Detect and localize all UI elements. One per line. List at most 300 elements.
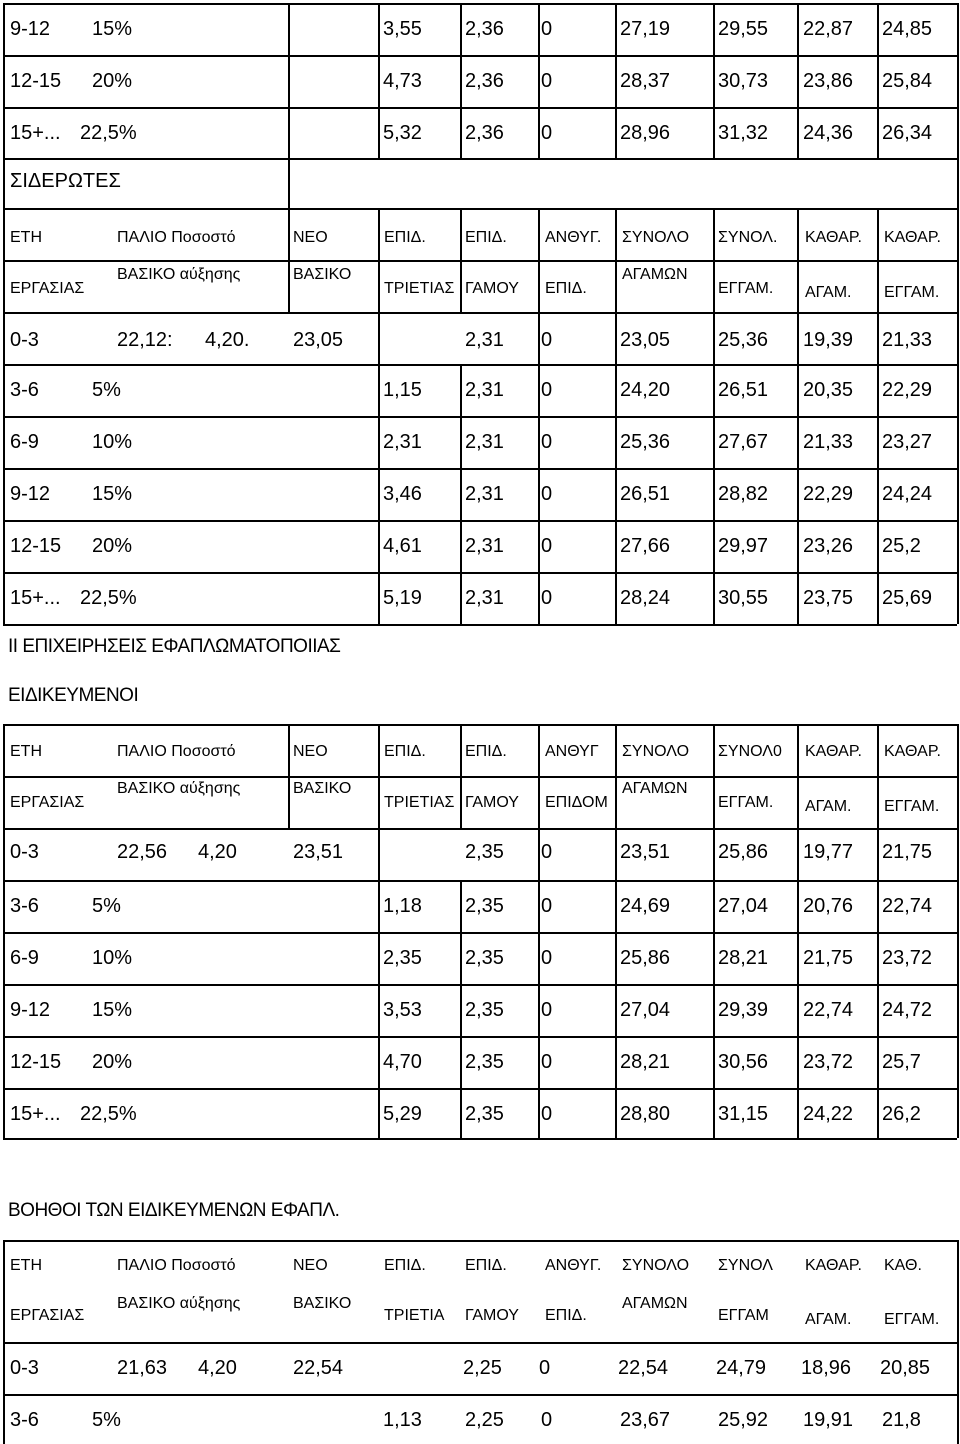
row-border (3, 468, 957, 470)
column-border (713, 724, 715, 828)
column-header: ΑΝΘΥΓ (545, 743, 599, 760)
increase-percent-cell: 5% (92, 379, 121, 401)
column-border (957, 158, 959, 624)
value-cell: 28,21 (620, 1051, 671, 1073)
column-header: ΠΑΛΙΟ Ποσοστό (117, 229, 236, 246)
column-border (378, 828, 380, 880)
value-cell: 0 (541, 841, 553, 863)
value-cell: 22,29 (882, 379, 933, 401)
row-border (3, 364, 957, 366)
column-border (877, 3, 879, 158)
value-cell: 2,31 (465, 587, 504, 609)
value-cell: 2,36 (465, 70, 504, 92)
column-border (538, 312, 540, 364)
column-border (957, 724, 959, 1138)
row-border (3, 932, 957, 934)
column-header: ΕΠΙΔ. (384, 229, 426, 246)
value-cell: 4,70 (383, 1051, 422, 1073)
increase-percent-cell: 20% (92, 1051, 133, 1073)
row-border (3, 260, 957, 262)
value-cell: 2,36 (465, 18, 504, 40)
column-border (378, 880, 380, 1138)
column-border (713, 3, 715, 158)
increase-percent-cell: 5% (92, 1409, 121, 1431)
value-cell: 0 (541, 1103, 553, 1125)
value-cell: 0 (541, 535, 553, 557)
value-cell: 27,66 (620, 535, 671, 557)
column-header: ΠΑΛΙΟ Ποσοστό (117, 1257, 236, 1274)
value-cell: 2,31 (465, 329, 504, 351)
value-cell: 28,37 (620, 70, 671, 92)
column-header: ΚΑΘ. (884, 1257, 922, 1274)
column-border (460, 3, 462, 158)
value-cell: 21,33 (803, 431, 854, 453)
column-border (538, 364, 540, 624)
value-cell: 24,85 (882, 18, 933, 40)
value-cell: 24,69 (620, 895, 671, 917)
years-cell: 3-6 (10, 1409, 39, 1431)
section-subtitle: ΕΙΔΙΚΕΥΜΕΝΟΙ (8, 685, 139, 706)
value-cell: 2,35 (465, 1103, 504, 1125)
value-cell: 25,36 (718, 329, 769, 351)
section-title: ΣΙΔΕΡΩΤΕΣ (10, 170, 121, 192)
value-cell: 2,25 (463, 1357, 502, 1379)
value-cell: 2,25 (465, 1409, 504, 1431)
column-header: ΓΑΜΟΥ (465, 280, 519, 297)
column-border (797, 312, 799, 364)
column-header: ΒΑΣΙΚΟ αύξησης (117, 266, 241, 283)
years-cell: 9-12 (10, 18, 51, 40)
value-cell: 5,32 (383, 122, 422, 144)
value-cell: 30,73 (718, 70, 769, 92)
value-cell: 21,33 (882, 329, 933, 351)
column-header: ΒΑΣΙΚΟ αύξησης (117, 1295, 241, 1312)
row-border (3, 1088, 957, 1090)
value-cell: 0 (541, 895, 553, 917)
years-cell: 0-3 (10, 1357, 39, 1379)
value-cell: 2,35 (465, 999, 504, 1021)
column-header: ΣΥΝΟΛΟ (622, 1257, 690, 1274)
column-border (460, 880, 462, 1138)
value-cell: 28,80 (620, 1103, 671, 1125)
row-border (3, 312, 957, 314)
increase-percent-cell: 15% (92, 999, 133, 1021)
years-cell: 9-12 (10, 483, 51, 505)
value-cell: 1,13 (383, 1409, 422, 1431)
value-cell: 22,54 (618, 1357, 669, 1379)
column-header: ΚΑΘΑΡ. (884, 229, 941, 246)
column-header: ΕΠΙΔ. (465, 743, 507, 760)
row-border (3, 880, 957, 882)
value-cell: 2,31 (383, 431, 422, 453)
column-border (713, 880, 715, 1138)
value-cell: 25,84 (882, 70, 933, 92)
value-cell: 25,7 (882, 1051, 921, 1073)
increase-cell: 4,20 (198, 841, 237, 863)
column-header: ΕΡΓΑΣΙΑΣ (10, 280, 85, 297)
column-header: ΕΓΓΑΜ. (884, 284, 940, 301)
column-border (797, 880, 799, 1138)
value-cell: 0 (541, 18, 553, 40)
value-cell: 2,31 (465, 535, 504, 557)
value-cell: 26,2 (882, 1103, 921, 1125)
increase-percent-cell: 22,5% (80, 122, 137, 144)
column-border (378, 3, 380, 158)
value-cell: 25,69 (882, 587, 933, 609)
column-header: ΑΓΑΜΩΝ (622, 266, 688, 283)
row-border (3, 828, 957, 830)
column-header: ΚΑΘΑΡ. (884, 743, 941, 760)
column-header: ΑΝΘΥΓ. (545, 1257, 602, 1274)
value-cell: 0 (541, 379, 553, 401)
increase-percent-cell: 20% (92, 535, 133, 557)
row-border (3, 1138, 957, 1140)
old-base-cell: 21,63 (117, 1357, 168, 1379)
row-border (3, 776, 957, 778)
new-base-cell: 22,54 (293, 1357, 344, 1379)
value-cell: 24,79 (716, 1357, 767, 1379)
column-border (288, 724, 290, 828)
column-border (538, 208, 540, 312)
column-header: ΕΡΓΑΣΙΑΣ (10, 794, 85, 811)
column-header: ΕΠΙΔ. (465, 1257, 507, 1274)
column-header: ΕΠΙΔ. (384, 1257, 426, 1274)
value-cell: 28,21 (718, 947, 769, 969)
column-header: ΕΓΓΑΜ (718, 1307, 769, 1324)
value-cell: 0 (541, 431, 553, 453)
column-header: ΠΑΛΙΟ Ποσοστό (117, 743, 236, 760)
value-cell: 26,51 (718, 379, 769, 401)
column-border (3, 1240, 5, 1444)
column-header: ΕΠΙΔ. (465, 229, 507, 246)
column-header: ΕΠΙΔ. (384, 743, 426, 760)
increase-percent-cell: 5% (92, 895, 121, 917)
increase-percent-cell: 10% (92, 947, 133, 969)
column-border (538, 880, 540, 1138)
value-cell: 27,04 (718, 895, 769, 917)
value-cell: 5,19 (383, 587, 422, 609)
column-border (3, 724, 5, 1138)
column-border (538, 724, 540, 828)
value-cell: 31,32 (718, 122, 769, 144)
column-border (460, 208, 462, 312)
row-border (3, 107, 957, 109)
value-cell: 23,86 (803, 70, 854, 92)
value-cell: 22,74 (803, 999, 854, 1021)
column-border (877, 880, 879, 1138)
column-header: ΚΑΘΑΡ. (805, 229, 862, 246)
column-border (877, 208, 879, 312)
column-header: ΑΝΘΥΓ. (545, 229, 602, 246)
years-cell: 9-12 (10, 999, 51, 1021)
years-cell: 12-15 (10, 1051, 62, 1073)
column-header: ΕΠΙΔ. (545, 1307, 587, 1324)
increase-percent-cell: 15% (92, 483, 133, 505)
column-header: ΑΓΑΜΩΝ (622, 1295, 688, 1312)
value-cell: 23,75 (803, 587, 854, 609)
column-header: ΕΠΙΔΟΜ (545, 794, 608, 811)
value-cell: 29,39 (718, 999, 769, 1021)
row-border (3, 55, 957, 57)
column-border (460, 724, 462, 828)
column-header: ΕΤΗ (10, 743, 42, 760)
column-header: ΤΡΙΕΤΙΑΣ (384, 794, 455, 811)
value-cell: 4,61 (383, 535, 422, 557)
column-border (378, 208, 380, 312)
column-border (877, 312, 879, 364)
column-header: ΒΑΣΙΚΟ (293, 1295, 352, 1312)
value-cell: 26,51 (620, 483, 671, 505)
value-cell: 26,34 (882, 122, 933, 144)
column-header: ΝΕΟ (293, 229, 328, 246)
value-cell: 3,53 (383, 999, 422, 1021)
value-cell: 29,97 (718, 535, 769, 557)
value-cell: 24,72 (882, 999, 933, 1021)
column-border (797, 3, 799, 158)
value-cell: 2,31 (465, 483, 504, 505)
column-header: ΕΓΓΑΜ. (718, 794, 774, 811)
value-cell: 25,36 (620, 431, 671, 453)
increase-cell: 4,20 (198, 1357, 237, 1379)
years-cell: 0-3 (10, 329, 39, 351)
value-cell: 2,35 (465, 841, 504, 863)
row-border (3, 3, 957, 5)
value-cell: 3,55 (383, 18, 422, 40)
value-cell: 27,19 (620, 18, 671, 40)
column-header: ΤΡΙΕΤΙΑΣ (384, 280, 455, 297)
value-cell: 22,74 (882, 895, 933, 917)
column-border (460, 364, 462, 624)
value-cell: 2,35 (465, 947, 504, 969)
value-cell: 20,76 (803, 895, 854, 917)
value-cell: 2,31 (465, 431, 504, 453)
row-border (3, 1036, 957, 1038)
value-cell: 30,55 (718, 587, 769, 609)
column-header: ΚΑΘΑΡ. (805, 1257, 862, 1274)
value-cell: 2,31 (465, 379, 504, 401)
column-border (538, 828, 540, 880)
value-cell: 22,87 (803, 18, 854, 40)
increase-percent-cell: 15% (92, 18, 133, 40)
row-border (3, 572, 957, 574)
value-cell: 0 (541, 483, 553, 505)
increase-percent-cell: 22,5% (80, 1103, 137, 1125)
column-header: ΑΓΑΜ. (805, 284, 852, 301)
column-header: ΕΓΓΑΜ. (718, 280, 774, 297)
years-cell: 15+... (10, 587, 61, 609)
column-header: ΒΑΣΙΚΟ (293, 780, 352, 797)
value-cell: 19,77 (803, 841, 854, 863)
value-cell: 0 (541, 947, 553, 969)
value-cell: 0 (541, 587, 553, 609)
column-border (615, 880, 617, 1138)
value-cell: 1,15 (383, 379, 422, 401)
row-border (3, 984, 957, 986)
row-border (3, 158, 957, 160)
value-cell: 0 (539, 1357, 551, 1379)
column-border (615, 312, 617, 364)
value-cell: 30,56 (718, 1051, 769, 1073)
row-border (3, 208, 957, 210)
years-cell: 15+... (10, 122, 61, 144)
value-cell: 25,86 (620, 947, 671, 969)
value-cell: 0 (541, 1051, 553, 1073)
value-cell: 21,8 (882, 1409, 921, 1431)
value-cell: 27,04 (620, 999, 671, 1021)
column-border (288, 208, 290, 312)
value-cell: 27,67 (718, 431, 769, 453)
value-cell: 0 (541, 329, 553, 351)
value-cell: 24,22 (803, 1103, 854, 1125)
increase-cell: 4,20. (205, 329, 250, 351)
value-cell: 0 (541, 70, 553, 92)
value-cell: 24,36 (803, 122, 854, 144)
column-border (797, 208, 799, 312)
value-cell: 0 (541, 122, 553, 144)
value-cell: 28,82 (718, 483, 769, 505)
column-border (797, 724, 799, 828)
column-border (615, 364, 617, 624)
column-border (615, 3, 617, 158)
column-border (877, 828, 879, 880)
column-header: ΓΑΜΟΥ (465, 794, 519, 811)
years-cell: 12-15 (10, 535, 62, 557)
column-header: ΕΤΗ (10, 229, 42, 246)
value-cell: 21,75 (882, 841, 933, 863)
value-cell: 2,35 (383, 947, 422, 969)
value-cell: 24,20 (620, 379, 671, 401)
column-header: ΚΑΘΑΡ. (805, 743, 862, 760)
column-header: ΣΥΝΟΛΟ (622, 229, 690, 246)
column-header: ΑΓΑΜ. (805, 798, 852, 815)
value-cell: 19,91 (803, 1409, 854, 1431)
column-header: ΕΠΙΔ. (545, 280, 587, 297)
value-cell: 0 (541, 1409, 553, 1431)
increase-percent-cell: 20% (92, 70, 133, 92)
value-cell: 28,96 (620, 122, 671, 144)
years-cell: 3-6 (10, 379, 39, 401)
column-border (797, 828, 799, 880)
value-cell: 23,27 (882, 431, 933, 453)
column-border (797, 364, 799, 624)
column-border (615, 208, 617, 312)
value-cell: 23,26 (803, 535, 854, 557)
row-border (3, 1240, 957, 1242)
old-base-cell: 22,12: (117, 329, 173, 351)
column-header: ΑΓΑΜ. (805, 1311, 852, 1328)
column-header: ΝΕΟ (293, 1257, 328, 1274)
column-border (288, 3, 290, 208)
value-cell: 1,18 (383, 895, 422, 917)
years-cell: 6-9 (10, 947, 39, 969)
value-cell: 20,35 (803, 379, 854, 401)
value-cell: 24,24 (882, 483, 933, 505)
column-header: ΓΑΜΟΥ (465, 1307, 519, 1324)
new-base-cell: 23,05 (293, 329, 344, 351)
value-cell: 23,72 (882, 947, 933, 969)
increase-percent-cell: 10% (92, 431, 133, 453)
column-border (378, 364, 380, 624)
years-cell: 0-3 (10, 841, 39, 863)
value-cell: 23,51 (620, 841, 671, 863)
years-cell: 15+... (10, 1103, 61, 1125)
new-base-cell: 23,51 (293, 841, 344, 863)
value-cell: 2,35 (465, 1051, 504, 1073)
value-cell: 20,85 (880, 1357, 931, 1379)
row-border (3, 416, 957, 418)
column-border (538, 3, 540, 158)
column-border (713, 208, 715, 312)
value-cell: 29,55 (718, 18, 769, 40)
column-header: ΣΥΝΟΛ (718, 1257, 773, 1274)
row-border (3, 1342, 957, 1344)
years-cell: 6-9 (10, 431, 39, 453)
value-cell: 0 (541, 999, 553, 1021)
row-border (3, 624, 957, 626)
column-header: ΤΡΙΕΤΙΑ (384, 1307, 445, 1324)
column-border (877, 364, 879, 624)
column-border (615, 724, 617, 828)
row-border (3, 520, 957, 522)
years-cell: 12-15 (10, 70, 62, 92)
column-border (957, 1240, 959, 1444)
value-cell: 4,73 (383, 70, 422, 92)
column-header: ΕΓΓΑΜ. (884, 1311, 940, 1328)
value-cell: 18,96 (801, 1357, 852, 1379)
value-cell: 28,24 (620, 587, 671, 609)
column-header: ΒΑΣΙΚΟ αύξησης (117, 780, 241, 797)
column-header: ΕΡΓΑΣΙΑΣ (10, 1307, 85, 1324)
value-cell: 3,46 (383, 483, 422, 505)
column-header: ΒΑΣΙΚΟ (293, 266, 352, 283)
years-cell: 3-6 (10, 895, 39, 917)
value-cell: 5,29 (383, 1103, 422, 1125)
value-cell: 25,92 (718, 1409, 769, 1431)
column-border (713, 312, 715, 364)
column-border (3, 158, 5, 624)
value-cell: 2,35 (465, 895, 504, 917)
column-border (378, 724, 380, 828)
old-base-cell: 22,56 (117, 841, 168, 863)
column-header: ΕΓΓΑΜ. (884, 798, 940, 815)
column-border (378, 312, 380, 364)
value-cell: 23,05 (620, 329, 671, 351)
value-cell: 25,86 (718, 841, 769, 863)
section-title: ΙΙ ΕΠΙΧΕΙΡΗΣΕΙΣ ΕΦΑΠΛΩΜΑΤΟΠΟΙΙΑΣ (8, 636, 341, 657)
column-header: ΑΓΑΜΩΝ (622, 780, 688, 797)
section-title: ΒΟΗΘΟΙ ΤΩΝ ΕΙΔΙΚΕΥΜΕΝΩΝ ΕΦΑΠΛ. (8, 1200, 340, 1221)
column-border (713, 364, 715, 624)
value-cell: 23,67 (620, 1409, 671, 1431)
row-border (3, 1394, 957, 1396)
column-header: ΣΥΝΟΛ. (718, 229, 778, 246)
increase-percent-cell: 22,5% (80, 587, 137, 609)
row-border (3, 724, 957, 726)
value-cell: 31,15 (718, 1103, 769, 1125)
column-header: ΕΤΗ (10, 1257, 42, 1274)
column-border (877, 724, 879, 828)
column-header: ΣΥΝΟΛ0 (718, 743, 782, 760)
column-header: ΣΥΝΟΛΟ (622, 743, 690, 760)
value-cell: 19,39 (803, 329, 854, 351)
value-cell: 23,72 (803, 1051, 854, 1073)
column-border (713, 828, 715, 880)
value-cell: 2,36 (465, 122, 504, 144)
column-header: ΝΕΟ (293, 743, 328, 760)
column-border (615, 828, 617, 880)
value-cell: 21,75 (803, 947, 854, 969)
value-cell: 22,29 (803, 483, 854, 505)
